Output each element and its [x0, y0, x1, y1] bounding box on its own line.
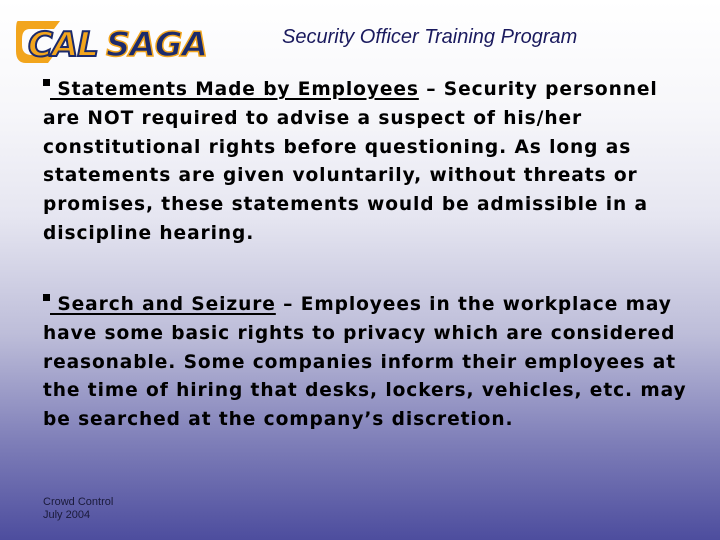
bullet-lead: Search and Seizure — [50, 294, 276, 315]
bullet-text: – Employees in the workplace may have some basic rights to privacy which are considered reasonable. Some companies inform their employees at the time of hiring that desks, lockers, vehicles, etc. may be searched at the company’s discretion. — [43, 294, 687, 431]
bullet-statements — [43, 76, 683, 249]
bullet-text: – Security personnel are NOT required to advise a suspect of his/her constitutional rights before questioning. As long as statements are given voluntarily, without threats or promises, these statements would be admissible in a discipline hearing. — [43, 79, 658, 244]
svg-text:SAGA: SAGA — [106, 25, 208, 65]
bullet-lead: Statements Made by Employees — [50, 79, 419, 100]
bullet-square-icon — [43, 294, 50, 301]
header-title: Security Officer Training Program — [282, 26, 578, 48]
footer-line-2: July 2004 — [43, 509, 91, 521]
footer-line-1: Crowd Control — [43, 496, 114, 508]
calsaga-logo — [14, 15, 228, 67]
svg-text:CAL: CAL — [28, 25, 98, 65]
footer — [43, 496, 113, 522]
bullet-square-icon — [43, 79, 50, 86]
bullet-search-seizure — [43, 291, 693, 435]
